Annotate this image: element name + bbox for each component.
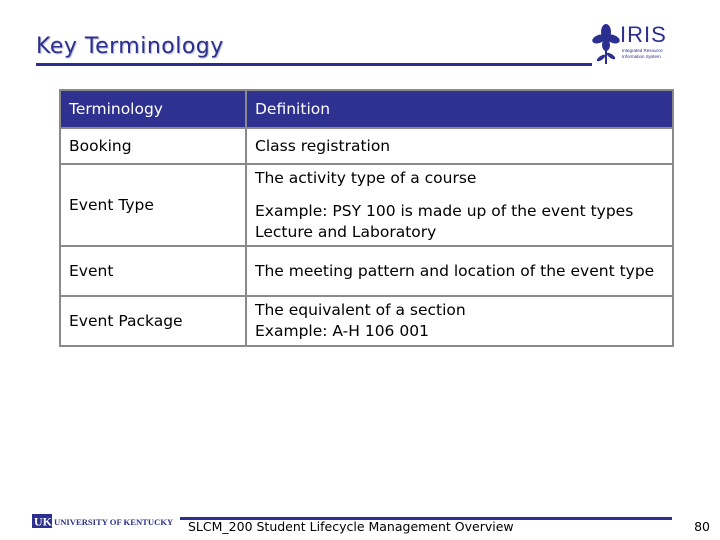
page-number: 80: [694, 519, 710, 534]
university-name: UNIVERSITY OF KENTUCKY: [54, 517, 174, 527]
column-header-definition: Definition: [246, 90, 673, 128]
column-header-terminology: Terminology: [60, 90, 246, 128]
university-of-kentucky-logo-icon: [32, 514, 174, 528]
definition-cell: [246, 164, 673, 246]
title-underline: [36, 63, 592, 66]
definition-example-text: Example: PSY 100 is made up of the event types Lecture and Laboratory: [255, 201, 634, 241]
definition-text: Class registration: [255, 136, 391, 155]
definition-text: The meeting pattern and location of the event type: [255, 261, 655, 280]
term-cell: Event: [60, 246, 246, 296]
term-cell: Event Package: [60, 296, 246, 346]
table-header-row: [60, 90, 673, 128]
paragraph-gap: [255, 189, 664, 201]
definition-cell: [246, 246, 673, 296]
iris-logo-text: IRIS: [620, 22, 667, 47]
footer-course-text: SLCM_200 Student Lifecycle Management Overview: [188, 519, 514, 534]
terminology-table: [59, 89, 674, 347]
svg-text:UK: UK: [34, 514, 52, 528]
table-row: [60, 246, 673, 296]
slide-title: Key Terminology: [36, 34, 224, 59]
table-row: [60, 128, 673, 164]
term-cell: Booking: [60, 128, 246, 164]
definition-cell: [246, 128, 673, 164]
definition-text: The equivalent of a section: [255, 301, 466, 319]
definition-text: The activity type of a course: [255, 168, 477, 187]
definition-example-text: Example: A-H 106 001: [255, 322, 429, 340]
iris-logo-subtext: Integrated Resource Information System: [622, 48, 663, 59]
definition-cell: [246, 296, 673, 346]
table-row: [60, 296, 673, 346]
term-cell: Event Type: [60, 164, 246, 246]
table-row: [60, 164, 673, 246]
